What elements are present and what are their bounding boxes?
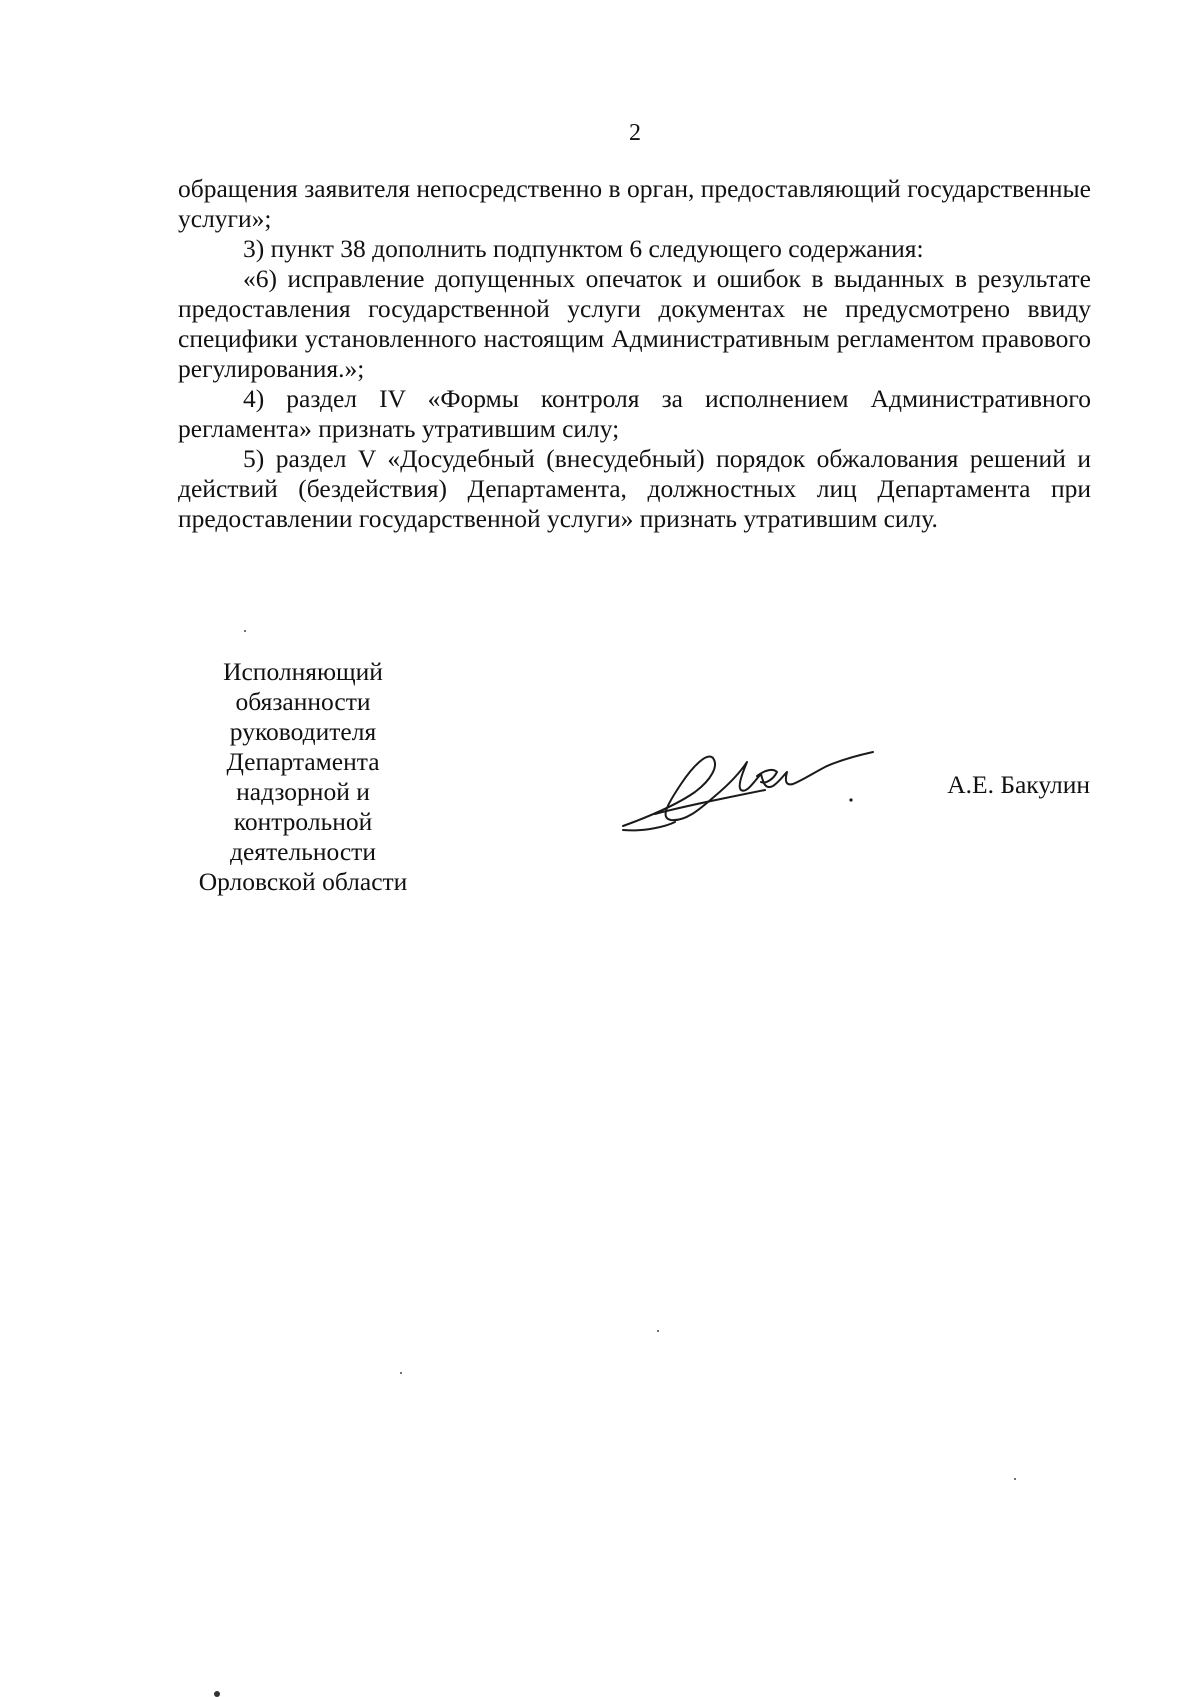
signatory-title [178, 657, 428, 897]
signatory-line: надзорной и [236, 777, 370, 806]
scan-speck [1014, 1478, 1016, 1480]
scan-speck [244, 630, 246, 632]
scan-edge-mark [214, 1691, 220, 1697]
signatory-line: Орловской области [198, 867, 408, 896]
paragraph-item-3: 3) пункт 38 дополнить подпунктом 6 следующего содержания: [243, 234, 924, 263]
handwritten-signature [615, 740, 895, 840]
signatory-line: руководителя [229, 717, 377, 746]
page-number: 2 [629, 120, 641, 146]
document-body [178, 174, 1091, 534]
scan-speck [657, 1330, 659, 1332]
signatory-line: контрольной [233, 807, 373, 836]
signer-name: А.Е. Бакулин [947, 770, 1090, 799]
paragraph-continuation: обращения заявителя непосредственно в орган, предоставляющий государственные услуги»; [178, 174, 1091, 233]
signatory-line: Департамента [226, 747, 380, 776]
signatory-line: деятельности [230, 837, 376, 866]
paragraph-item-5: 5) раздел V «Досудебный (внесудебный) порядок обжалования решений и действий (бездействия) Департамента, должностных лиц Департамента при предоставлении государственной услуги» признать утратившим силу. [178, 444, 1091, 533]
paragraph-subitem-6: «6) исправление допущенных опечаток и ошибок в выданных в результате предоставления государственной услуги документах не предусмотрено ввиду специфики установленного настоящим Административным регламентом правового регулирования.»; [178, 264, 1091, 383]
paragraph-item-4: 4) раздел IV «Формы контроля за исполнением Административного регламента» признать утратившим силу; [178, 384, 1091, 443]
signatory-line: обязанности [235, 687, 371, 716]
scan-speck [400, 1372, 402, 1374]
signatory-line: Исполняющий [223, 657, 383, 686]
